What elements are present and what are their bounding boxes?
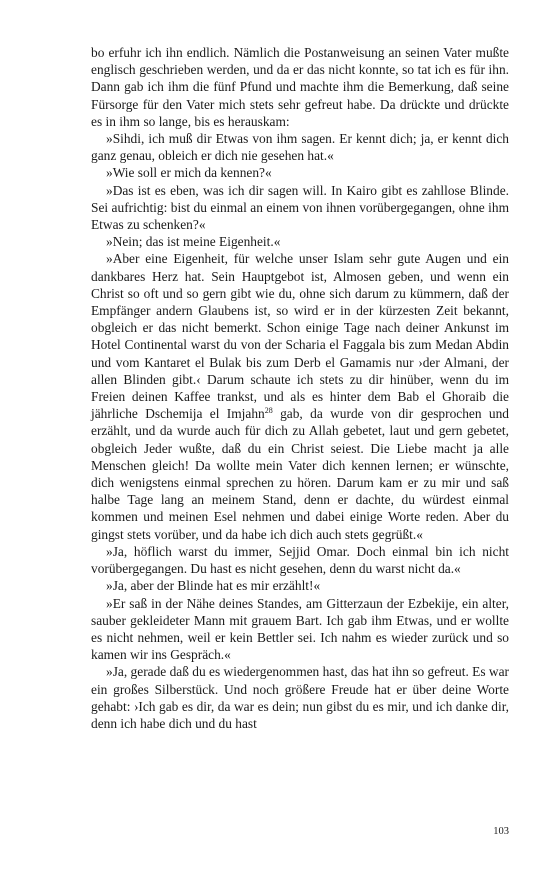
paragraph-2: »Sihdi, ich muß dir Etwas von ihm sagen. Er kennt dich; ja, er kennt dich ganz genau, obleich er dich nie gesehen hat.«: [91, 131, 509, 164]
paragraph-1: bo erfuhr ich ihn endlich. Nämlich die Postanweisung an seinen Vater mußte englisch geschrieben werden, und da er das nicht konnte, so tat ich es für ihn. Dann gab ich ihm die fünf Pfund und machte ihm die Bemerkung, daß seine Fürsorge für den Vater mich stets sehr gefreut habe. Da drückte und drückte es in ihm so lange, bis es herauskam:: [91, 45, 509, 129]
paragraph-4: »Das ist es eben, was ich dir sagen will. In Kairo gibt es zahllose Blinde. Sei aufrichtig: bist du einmal an einem von ihnen vorübergegangen, ohne ihm Etwas zu schenken?«: [91, 182, 509, 233]
page-body: [91, 44, 509, 732]
body-text: [91, 44, 509, 732]
paragraph-6-part-2: gab, da wurde von dir gesprochen und erzählt, und da wurde auch für dich zu Allah gebetet, laut und gern gebetet, obgleich Jeder wußte, daß du ein Christ seiest. Die Liebe macht ja alle Menschen gleich! Da wollte mein Vater dich kennen lernen; er wünschte, dich wenigstens einmal sprechen zu hören. Darum kam er zu mir und saß halbe Tage lang an meinem Stand, denn er dachte, du würdest einmal kommen und meinen Esel nehmen und dabei einige Worte reden. Aber du gingst stets vorüber, und da habe ich dich auch stets gegrüßt.«: [91, 406, 509, 542]
footnote-marker: 28: [264, 406, 273, 416]
paragraph-5: »Nein; das ist meine Eigenheit.«: [106, 234, 281, 250]
paragraph-10: »Ja, gerade daß du es wiedergenommen hast, das hat ihn so gefreut. Es war ein großes Silberstück. Und noch größere Freude hat er über deine Worte gehabt: ›Ich gab es dir, da war es dein; nun gibst du es mir, und ich danke dir, denn ich habe dich und du hast: [91, 664, 509, 731]
paragraph-9: »Er saß in der Nähe deines Standes, am Gitterzaun der Ezbekije, ein alter, sauber gekleideter Mann mit grauem Bart. Ich gab ihm Etwas, und er wollte es nicht nehmen, weil er kein Bettler sei. Ich nahm es wieder zurück und so kamen wir ins Gespräch.«: [91, 595, 509, 663]
paragraph-8: »Ja, aber der Blinde hat es mir erzählt!«: [106, 578, 321, 594]
paragraph-7: »Ja, höflich warst du immer, Sejjid Omar. Doch einmal bin ich nicht vorübergegangen. Du hast es nicht gesehen, denn du warst nicht da.«: [91, 543, 509, 577]
paragraph-6-part-1: »Aber eine Eigenheit, für welche unser Islam sehr gute Augen und ein dankbares Herz hat. Sein Hauptgebot ist, Almosen geben, und wenn ein Christ so oft und so gern gibt wie du, ohne sich darum zu kümmern, daß der Empfänger andern Glaubens ist, so wird er in der kürzesten Zeit bekannt, obgleich er das nicht bemerkt. Schon einige Tage nach deiner Ankunst im Hotel Continental warst du von der Scharia el Faggala bis zum Medan Abdin und vom Kantaret el Bulak bis zum Derb el Gamamis nur ›der Almani, der allen Blinden gibt.‹ Darum schaute ich stets zu dir hinüber, wenn du im Freien deinen Kaffee trankst, und als es hinter dem Bab el Ghoraib die jährliche Dschemija el Imjahn: [91, 251, 509, 422]
paragraph-6: [91, 250, 509, 542]
paragraph-3: »Wie soll er mich da kennen?«: [106, 165, 272, 181]
page-number: 103: [493, 826, 509, 837]
